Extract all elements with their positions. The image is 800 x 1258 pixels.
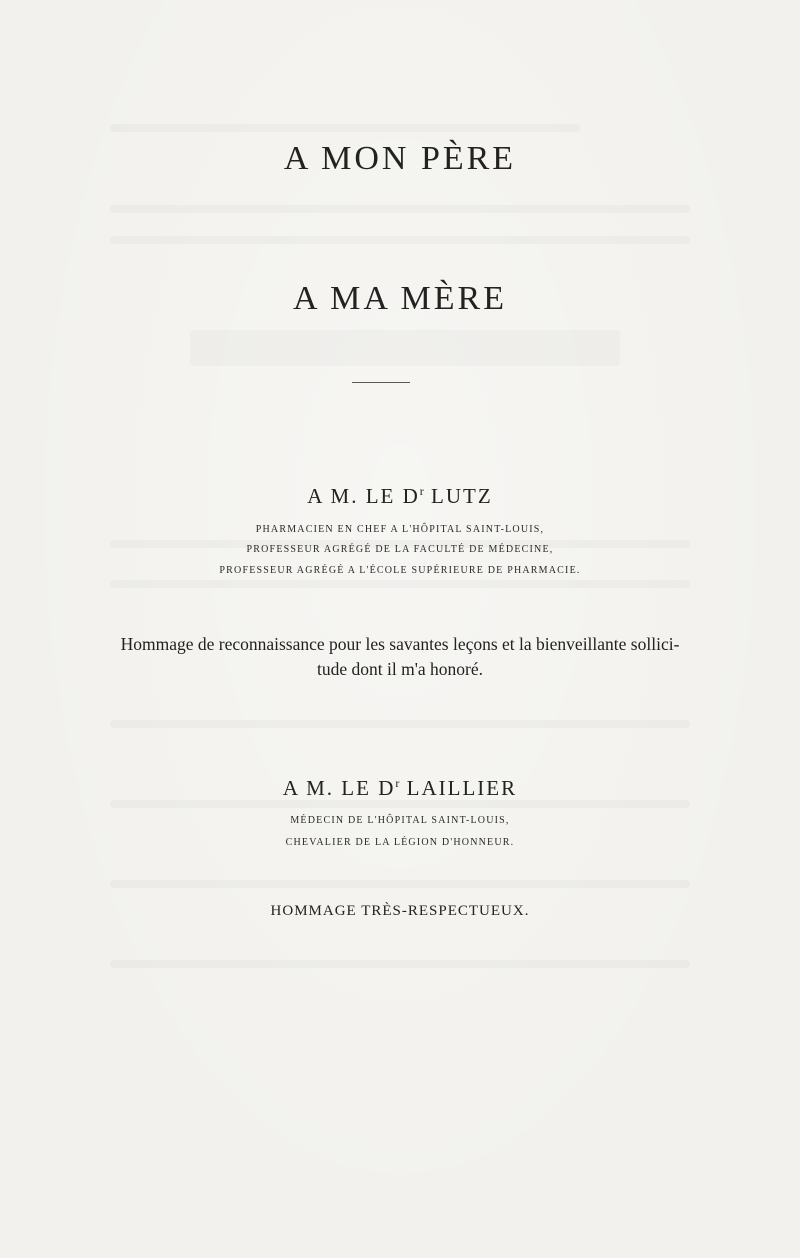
bleed-through-mark xyxy=(110,800,690,808)
honoree-lutz-prefix: A M. LE D xyxy=(307,484,420,508)
homage-text-line: Hommage de reconnaissance pour les savantes leçons et la bienveillante sollici- xyxy=(120,634,680,654)
lutz-title: PROFESSEUR AGRÉGÉ A L'ÉCOLE SUPÉRIEURE DE PHARMACIE. xyxy=(219,565,581,576)
bleed-through-mark xyxy=(110,880,690,888)
honoree-laillier xyxy=(0,776,800,801)
bleed-through-mark xyxy=(190,330,620,366)
honoree-laillier-name: LAILLIER xyxy=(399,776,518,800)
honoree-lutz-sup: r xyxy=(419,484,424,498)
honoree-lutz-name: LUTZ xyxy=(423,484,493,508)
honoree-laillier-sup: r xyxy=(395,776,400,790)
laillier-title: CHEVALIER DE LA LÉGION D'HONNEUR. xyxy=(285,837,515,848)
closing-homage: HOMMAGE TRÈS-RESPECTUEUX. xyxy=(270,903,530,919)
bleed-through-mark xyxy=(110,236,690,244)
bleed-through-mark xyxy=(110,580,690,588)
lutz-title: PHARMACIEN EN CHEF A L'HÔPITAL SAINT-LOUIS, xyxy=(255,524,545,535)
dedication-mother: A MA MÈRE xyxy=(292,280,508,317)
laillier-title: MÉDECIN DE L'HÔPITAL SAINT-LOUIS, xyxy=(290,815,510,826)
divider-rule xyxy=(352,382,410,383)
honoree-laillier-prefix: A M. LE D xyxy=(282,776,396,800)
honoree-lutz xyxy=(0,484,800,509)
bleed-through-mark xyxy=(110,960,690,968)
bleed-through-mark xyxy=(110,124,580,132)
lutz-title: PROFESSEUR AGRÉGÉ DE LA FACULTÉ DE MÉDECINE, xyxy=(246,544,554,555)
bleed-through-mark xyxy=(110,205,690,213)
bleed-through-mark xyxy=(110,720,690,728)
dedication-father: A MON PÈRE xyxy=(283,140,517,177)
homage-text-line: tude dont il m'a honoré. xyxy=(317,659,483,679)
